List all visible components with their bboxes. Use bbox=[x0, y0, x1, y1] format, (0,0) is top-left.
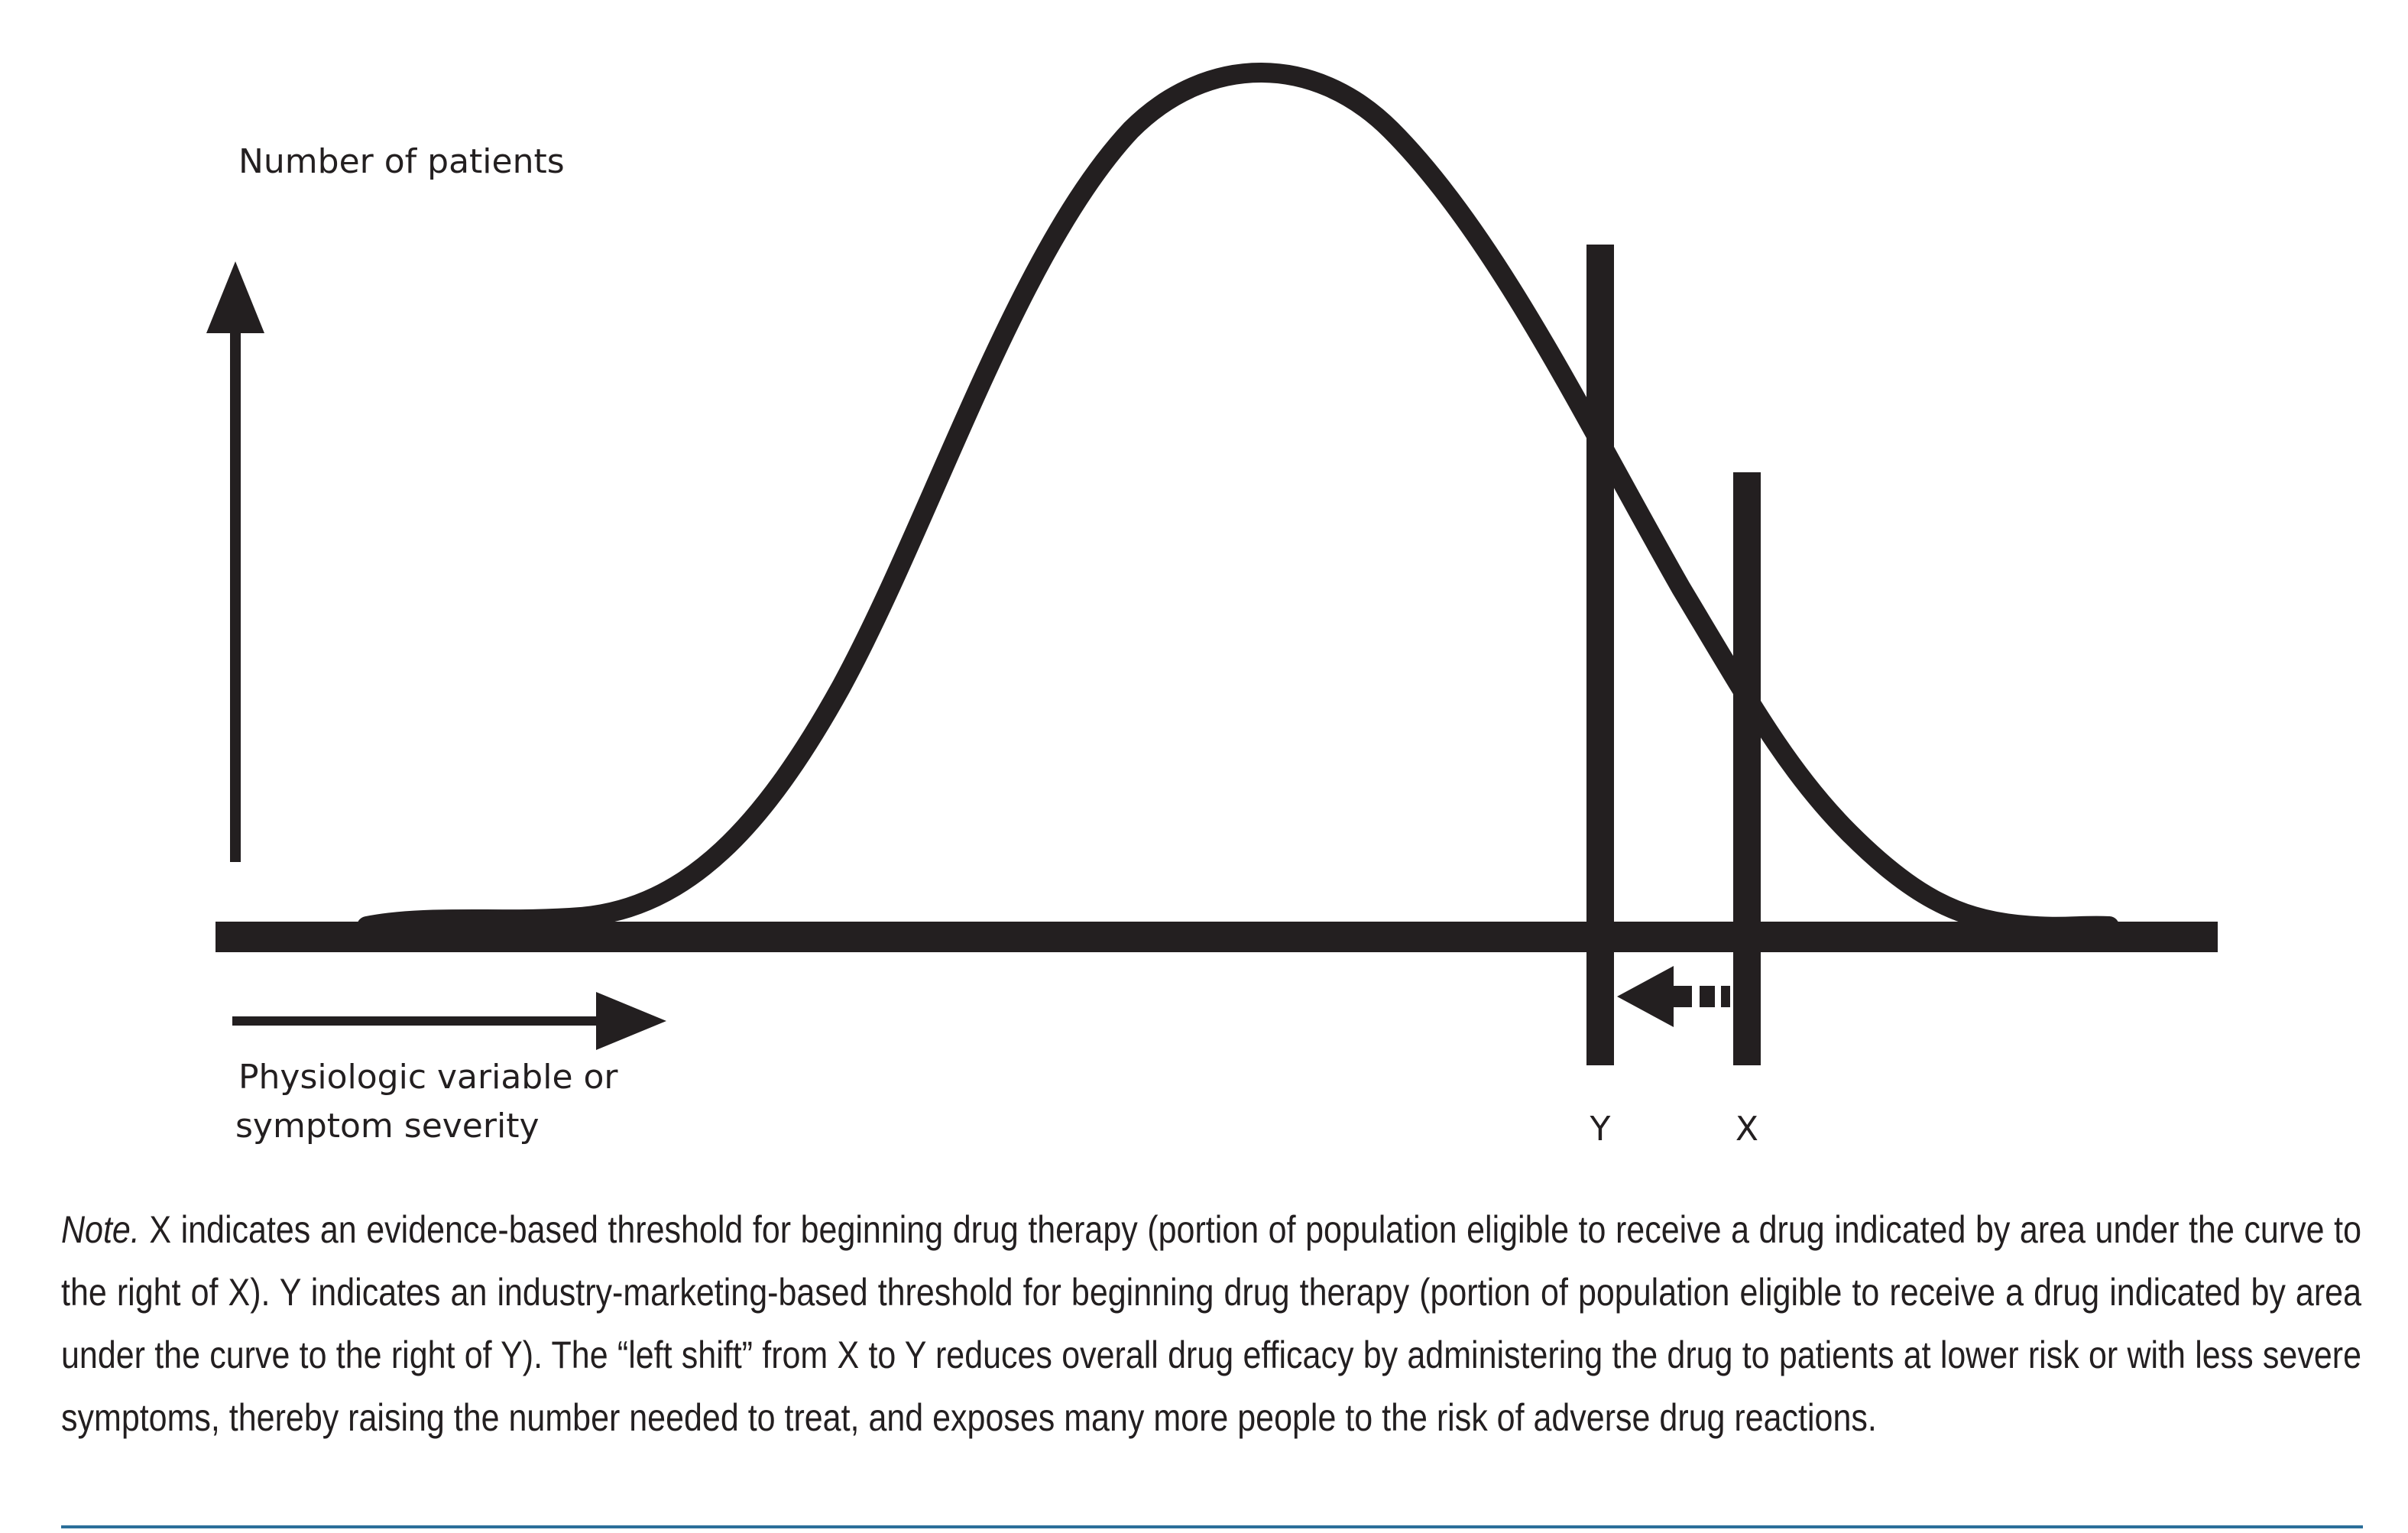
y-axis-arrow bbox=[206, 261, 264, 862]
figure-caption bbox=[61, 1198, 2361, 1449]
caption-lead: Note. bbox=[61, 1208, 140, 1251]
threshold-x-label: X bbox=[1735, 1110, 1759, 1149]
threshold-y-line bbox=[1586, 245, 1614, 1065]
x-axis-label-line1: Physiologic variable or bbox=[238, 1058, 618, 1097]
threshold-x-line bbox=[1733, 472, 1761, 1065]
y-axis-label: Number of patients bbox=[238, 142, 565, 181]
x-baseline bbox=[216, 922, 2218, 952]
distribution-curve bbox=[367, 73, 2109, 927]
threshold-y-label: Y bbox=[1590, 1110, 1611, 1149]
x-axis-arrow bbox=[232, 992, 666, 1050]
bottom-rule bbox=[61, 1525, 2363, 1528]
x-axis-label-line2: symptom severity bbox=[235, 1107, 540, 1146]
caption-text: X indicates an evidence-based threshold for beginning drug therapy (portion of population eligible to receive a drug indicated by area under the curve to the right of X). Y indicates an industry-marketing-based threshold for beginning drug therapy (portion of population eligible to receive a drug indicated by area under the curve to the right of Y). The “left shift” from X to Y reduces overall drug efficacy by administering the drug to patients at lower risk or with less severe symptoms, thereby raising the number needed to treat, and exposes many more people to the risk of adverse drug reactions. bbox=[61, 1208, 2361, 1439]
left-shift-arrow bbox=[1617, 966, 1730, 1027]
